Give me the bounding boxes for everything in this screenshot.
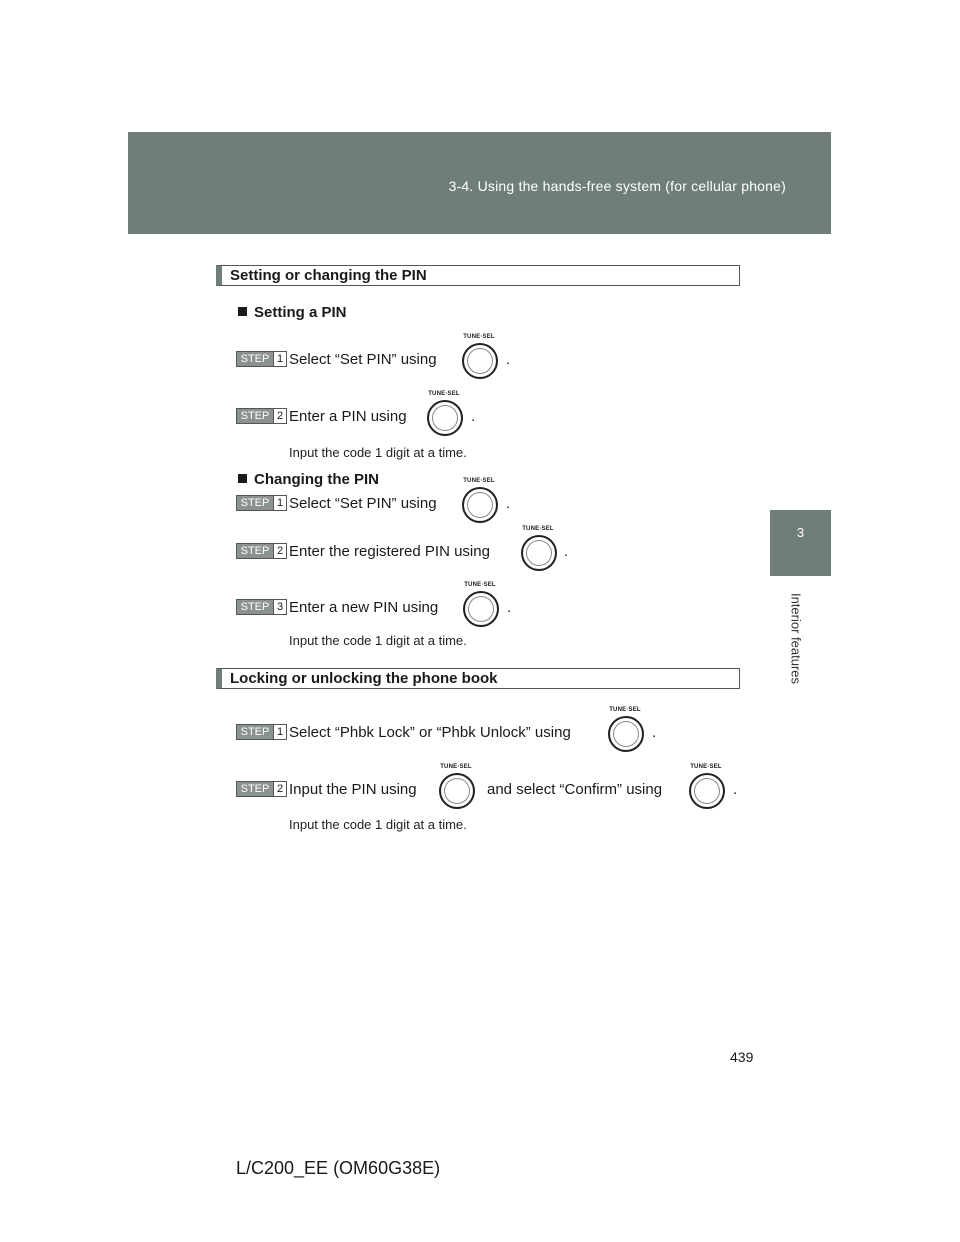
step-badge: STEP 2 [236,408,287,424]
square-bullet-icon [238,307,247,316]
tune-sel-knob-icon: TUNE·SEL [518,526,558,574]
step-end: . [507,599,512,616]
step-end: . [564,543,569,560]
chapter-number: 3 [796,525,805,540]
step-badge: STEP 1 [236,495,287,511]
section-heading: Setting or changing the PIN [216,265,740,286]
square-bullet-icon [238,474,247,483]
subsection-heading: Setting a PIN [238,304,347,321]
step-text: Input the PIN using [289,781,417,798]
step-end: . [506,495,511,512]
step-end: . [471,408,476,425]
step-badge: STEP 1 [236,351,287,367]
tune-sel-knob-icon: TUNE·SEL [459,334,499,382]
tune-sel-knob-icon: TUNE·SEL [424,391,464,439]
tune-sel-knob-icon: TUNE·SEL [605,707,645,755]
step-note: Input the code 1 digit at a time. [289,633,467,648]
header-band [128,132,831,234]
chapter-label: Interior features [788,592,804,685]
step-text: Select “Set PIN” using [289,351,437,368]
step-note: Input the code 1 digit at a time. [289,445,467,460]
step-end: . [506,351,511,368]
section-heading: Locking or unlocking the phone book [216,668,740,689]
step-end: . [733,781,738,798]
section-breadcrumb: 3-4. Using the hands-free system (for cellular phone) [448,178,786,194]
step-text: Select “Phbk Lock” or “Phbk Unlock” using [289,724,571,741]
step-badge: STEP 2 [236,543,287,559]
step-badge: STEP 2 [236,781,287,797]
step-text: Enter a new PIN using [289,599,439,616]
tune-sel-knob-icon: TUNE·SEL [436,764,476,812]
step-text-middle: and select “Confirm” using [487,781,663,798]
step-text: Enter the registered PIN using [289,543,490,560]
step-end: . [652,724,657,741]
step-badge: STEP 1 [236,724,287,740]
chapter-tab [770,510,831,576]
step-text: Select “Set PIN” using [289,495,437,512]
tune-sel-knob-icon: TUNE·SEL [686,764,726,812]
page-number: 439 [730,1049,754,1065]
step-text: Enter a PIN using [289,408,407,425]
document-code: L/C200_EE (OM60G38E) [236,1158,441,1178]
step-badge: STEP 3 [236,599,287,615]
tune-sel-knob-icon: TUNE·SEL [460,582,500,630]
subsection-heading: Changing the PIN [238,471,379,488]
step-note: Input the code 1 digit at a time. [289,817,467,832]
chapter-label-vertical [786,586,806,696]
tune-sel-knob-icon: TUNE·SEL [459,478,499,526]
